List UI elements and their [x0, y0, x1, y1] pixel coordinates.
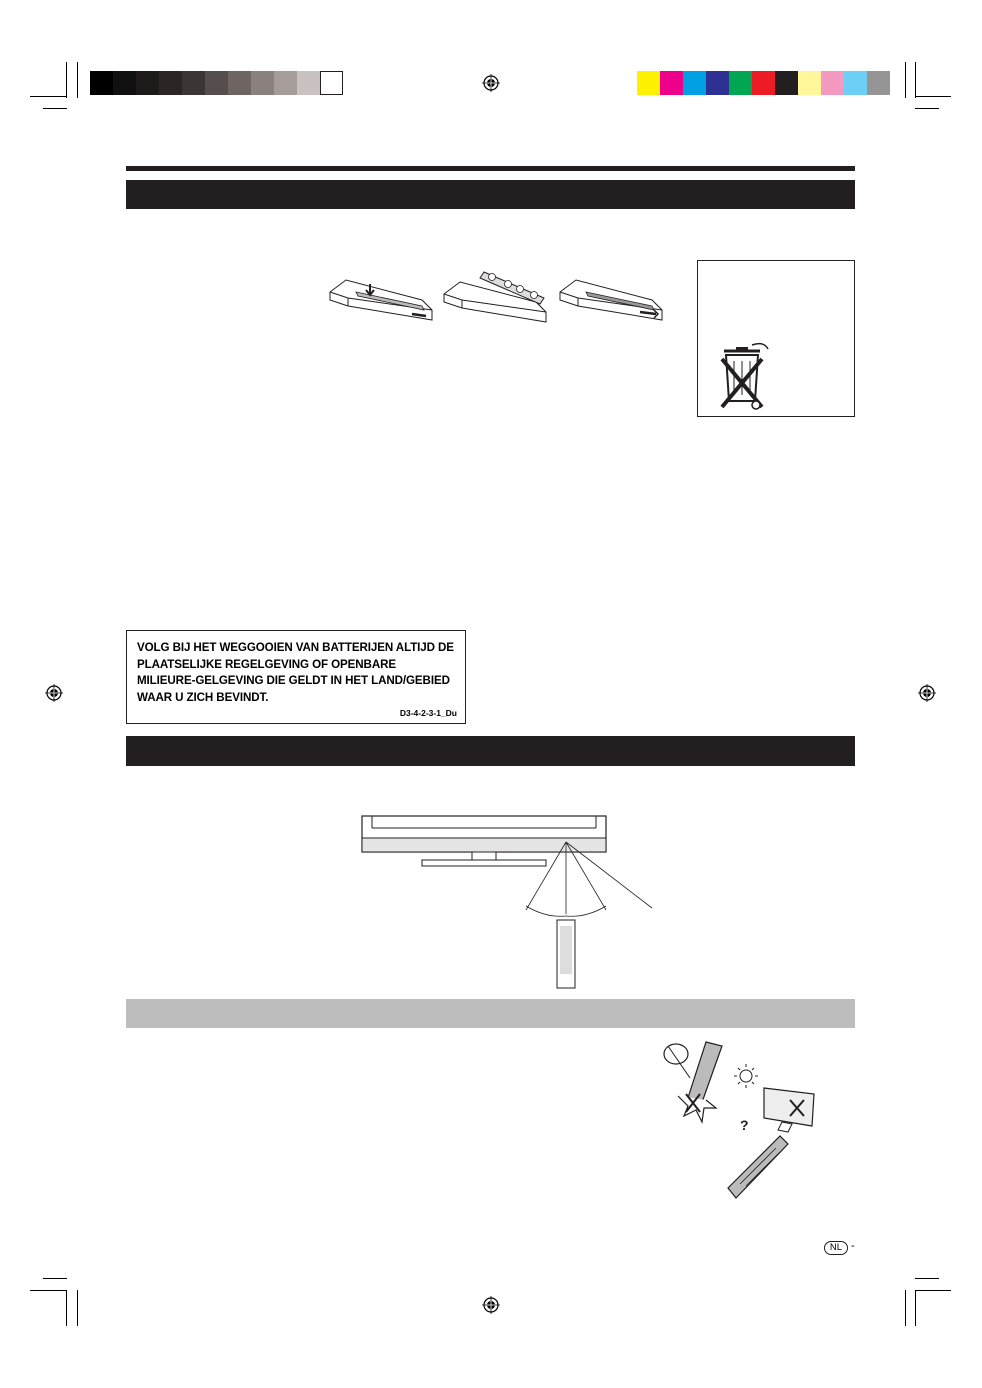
top-rule — [126, 166, 855, 171]
crop-mark — [915, 1290, 916, 1326]
color-swatch — [320, 71, 343, 95]
registration-mark-icon — [918, 684, 936, 702]
color-swatch — [752, 71, 775, 95]
color-swatch — [660, 71, 683, 95]
crop-mark — [77, 1290, 78, 1326]
registration-mark-icon — [45, 684, 63, 702]
color-swatch — [228, 71, 251, 95]
crop-mark — [43, 108, 67, 109]
color-swatch — [297, 71, 320, 95]
color-swatch — [205, 71, 228, 95]
crop-mark — [43, 1278, 67, 1279]
section-header-bar — [126, 736, 855, 766]
color-swatch — [683, 71, 706, 95]
crossed-out-bin-icon — [714, 339, 770, 411]
color-swatch — [251, 71, 274, 95]
crop-mark — [77, 62, 78, 98]
crop-mark — [66, 62, 67, 98]
crop-mark — [905, 62, 906, 98]
section-header-bar — [126, 180, 855, 209]
registration-mark-icon — [482, 74, 500, 92]
registration-mark-icon — [482, 1296, 500, 1314]
crop-mark — [915, 1278, 939, 1279]
crop-mark — [915, 108, 939, 109]
remote-battery-insert-illustration — [440, 268, 552, 330]
notice-code: D3-4-2-3-1_Du — [399, 708, 457, 718]
color-swatch — [844, 71, 867, 95]
crop-mark — [915, 1290, 951, 1291]
page-number-dash: - — [851, 1240, 855, 1252]
section-subheader-bar — [126, 999, 855, 1028]
remote-precautions-illustration — [656, 1036, 826, 1204]
battery-disposal-notice — [126, 630, 466, 724]
remote-battery-removal-illustration — [326, 270, 436, 328]
remote-battery-close-illustration — [556, 270, 668, 328]
recycle-info-box — [697, 260, 855, 417]
color-swatch — [274, 71, 297, 95]
color-swatch — [136, 71, 159, 95]
color-swatch — [798, 71, 821, 95]
crop-mark — [30, 96, 66, 97]
color-swatch — [159, 71, 182, 95]
color-swatch — [821, 71, 844, 95]
color-swatch — [867, 71, 890, 95]
crop-mark — [915, 62, 916, 98]
notice-text: VOLG BIJ HET WEGGOOIEN VAN BATTERIJEN ALTIJD DE PLAATSELIJKE REGELGEVING OF OPENBARE MILIEURE-GELGEVING DIE GELDT IN HET LAND/GEBIED WAAR U ZICH BEVINDT. — [137, 641, 454, 704]
crop-mark — [66, 1290, 67, 1326]
color-swatch — [113, 71, 136, 95]
color-swatch — [90, 71, 113, 95]
color-swatch — [182, 71, 205, 95]
crop-mark — [915, 96, 951, 97]
color-swatch — [706, 71, 729, 95]
crop-mark — [905, 1290, 906, 1326]
color-swatch — [775, 71, 798, 95]
language-badge: NL — [824, 1241, 848, 1255]
crop-mark — [30, 1290, 66, 1291]
svg-text:?: ? — [740, 1117, 749, 1133]
color-swatch — [729, 71, 752, 95]
color-swatch — [637, 71, 660, 95]
remote-control-range-diagram — [360, 814, 660, 994]
